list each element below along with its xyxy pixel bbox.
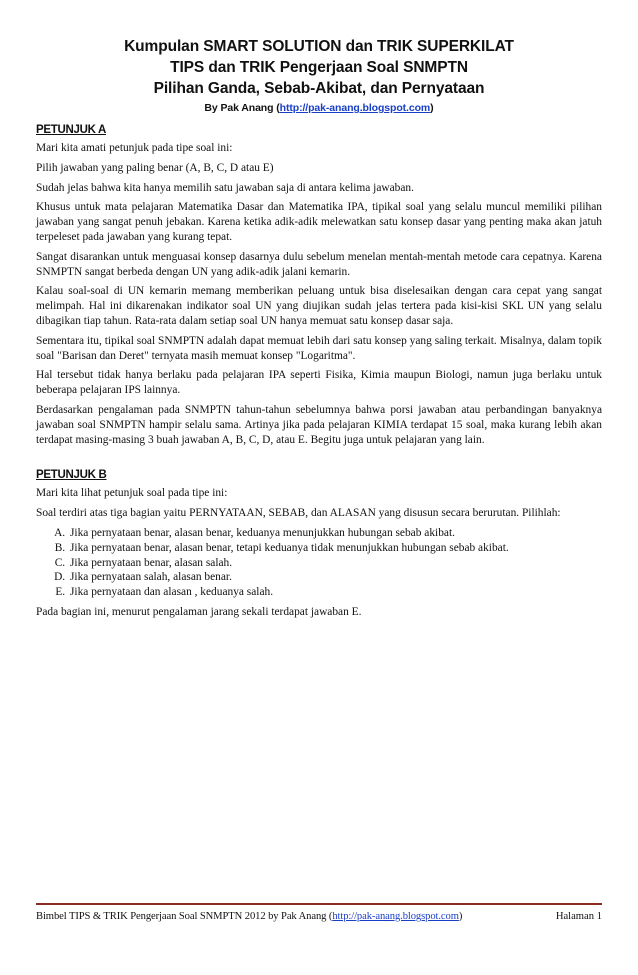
answer-option-c: C. Jika pernyataan benar, alasan salah. (68, 556, 602, 571)
section-a-body (36, 141, 602, 447)
byline-link[interactable]: http://pak-anang.blogspot.com (279, 102, 431, 114)
section-a-paragraph: Hal tersebut tidak hanya berlaku pada pelajaran IPA seperti Fisika, Kimia maupun Biologi, namun juga berlaku untuk beberapa pelajaran IPS lainnya. (36, 369, 602, 397)
footer-prefix: Bimbel TIPS & TRIK Pengerjaan Soal SNMPTN 2012 by Pak Anang ( (36, 911, 333, 922)
section-b-body (36, 486, 602, 619)
section-a-heading: PETUNJUK A (36, 124, 107, 136)
answer-option-b: B. Jika pernyataan benar, alasan benar, tetapi keduanya tidak menunjukkan hubungan sebab akibat. (68, 541, 602, 556)
section-a-paragraph: Khusus untuk mata pelajaran Matematika Dasar dan Matematika IPA, tipikal soal yang selalu muncul memiliki pilihan jawaban yang sangat penuh jebakan. Karena ketika adik-adik melewatkan satu konsep dasar yang penting maka akan jatuh terpeleset pada jawaban yang kurang tepat. (36, 201, 602, 243)
section-b-heading: PETUNJUK B (36, 469, 107, 482)
answer-option-a: A. Jika pernyataan benar, alasan benar, keduanya menunjukkan hubungan sebab akibat. (68, 526, 602, 541)
title-line-2: TIPS dan TRIK Pengerjaan Soal SNMPTN (170, 59, 468, 76)
footer-link[interactable]: http://pak-anang.blogspot.com (332, 911, 459, 922)
footer-suffix: ) (458, 911, 463, 922)
section-b-intro: Soal terdiri atas tiga bagian yaitu PERNYATAAN, SEBAB, dan ALASAN yang disusun secara berurutan. Pilihlah: (36, 507, 561, 520)
footer-credit (36, 911, 462, 922)
section-b-intro: Mari kita lihat petunjuk soal pada tipe ini: (36, 487, 228, 500)
answer-option-e: E. Jika pernyataan dan alasan , keduanya salah. (68, 585, 602, 600)
section-a-paragraph: Sudah jelas bahwa kita hanya memilih satu jawaban saja di antara kelima jawaban. (36, 181, 414, 194)
answer-option-d: D. Jika pernyataan salah, alasan benar. (68, 570, 602, 585)
answer-options-list (36, 526, 602, 600)
document-page (36, 36, 602, 625)
byline (36, 102, 602, 114)
section-a-paragraph: Pilih jawaban yang paling benar (A, B, C, D atau E) (36, 161, 274, 174)
page-number: Halaman 1 (555, 911, 602, 922)
section-a-paragraph: Berdasarkan pengalaman pada SNMPTN tahun-tahun sebelumnya bahwa porsi jawaban atau perbandingan banyaknya jawaban soal SNMPTN hampir selalu sama. Artinya jika pada pelajaran KIMIA terdapat 15 soal, maka kurang lebih akan terdapat masing-masing 3 buah jawaban A, B, C, D, atau E. Begitu juga untuk pelajaran yang lain. (36, 403, 602, 446)
section-a-paragraph: Kalau soal-soal di UN kemarin memang memberikan peluang untuk bisa diselesaikan dengan cara cepat yang sangat melimpah. Hal ini dikarenakan indikator soal UN yang diujikan sudah jelas tertera pada kisi-kisi SKL UN yang selalu dibagikan tiap tahun. Rata-rata dalam setiap soal UN hanya memuat satu konsep dasar saja. (36, 285, 602, 327)
byline-suffix: ) (430, 102, 434, 114)
title-line-1: Kumpulan SMART SOLUTION dan TRIK SUPERKILAT (124, 38, 514, 55)
byline-prefix: By Pak Anang ( (204, 102, 280, 114)
section-a-paragraph: Sementara itu, tipikal soal SNMPTN adalah dapat memuat lebih dari satu konsep yang saling terkait. Misalnya, dalam topik soal "Barisan dan Deret" ternyata masih memuat konsep "Logaritma". (36, 334, 602, 362)
title-block (36, 36, 602, 114)
section-b-closing: Pada bagian ini, menurut pengalaman jarang sekali terdapat jawaban E. (36, 605, 362, 618)
title-line-3: Pilihan Ganda, Sebab-Akibat, dan Pernyataan (153, 80, 485, 97)
section-a-paragraph: Mari kita amati petunjuk pada tipe soal ini: (36, 142, 233, 154)
page-footer (36, 903, 602, 922)
section-a-paragraph: Sangat disarankan untuk menguasai konsep dasarnya dulu sebelum menelan mentah-mentah metode cara cepatnya. Karena SNMPTN sangat berbeda dengan UN yang adik-adik jalani kemarin. (36, 250, 602, 278)
